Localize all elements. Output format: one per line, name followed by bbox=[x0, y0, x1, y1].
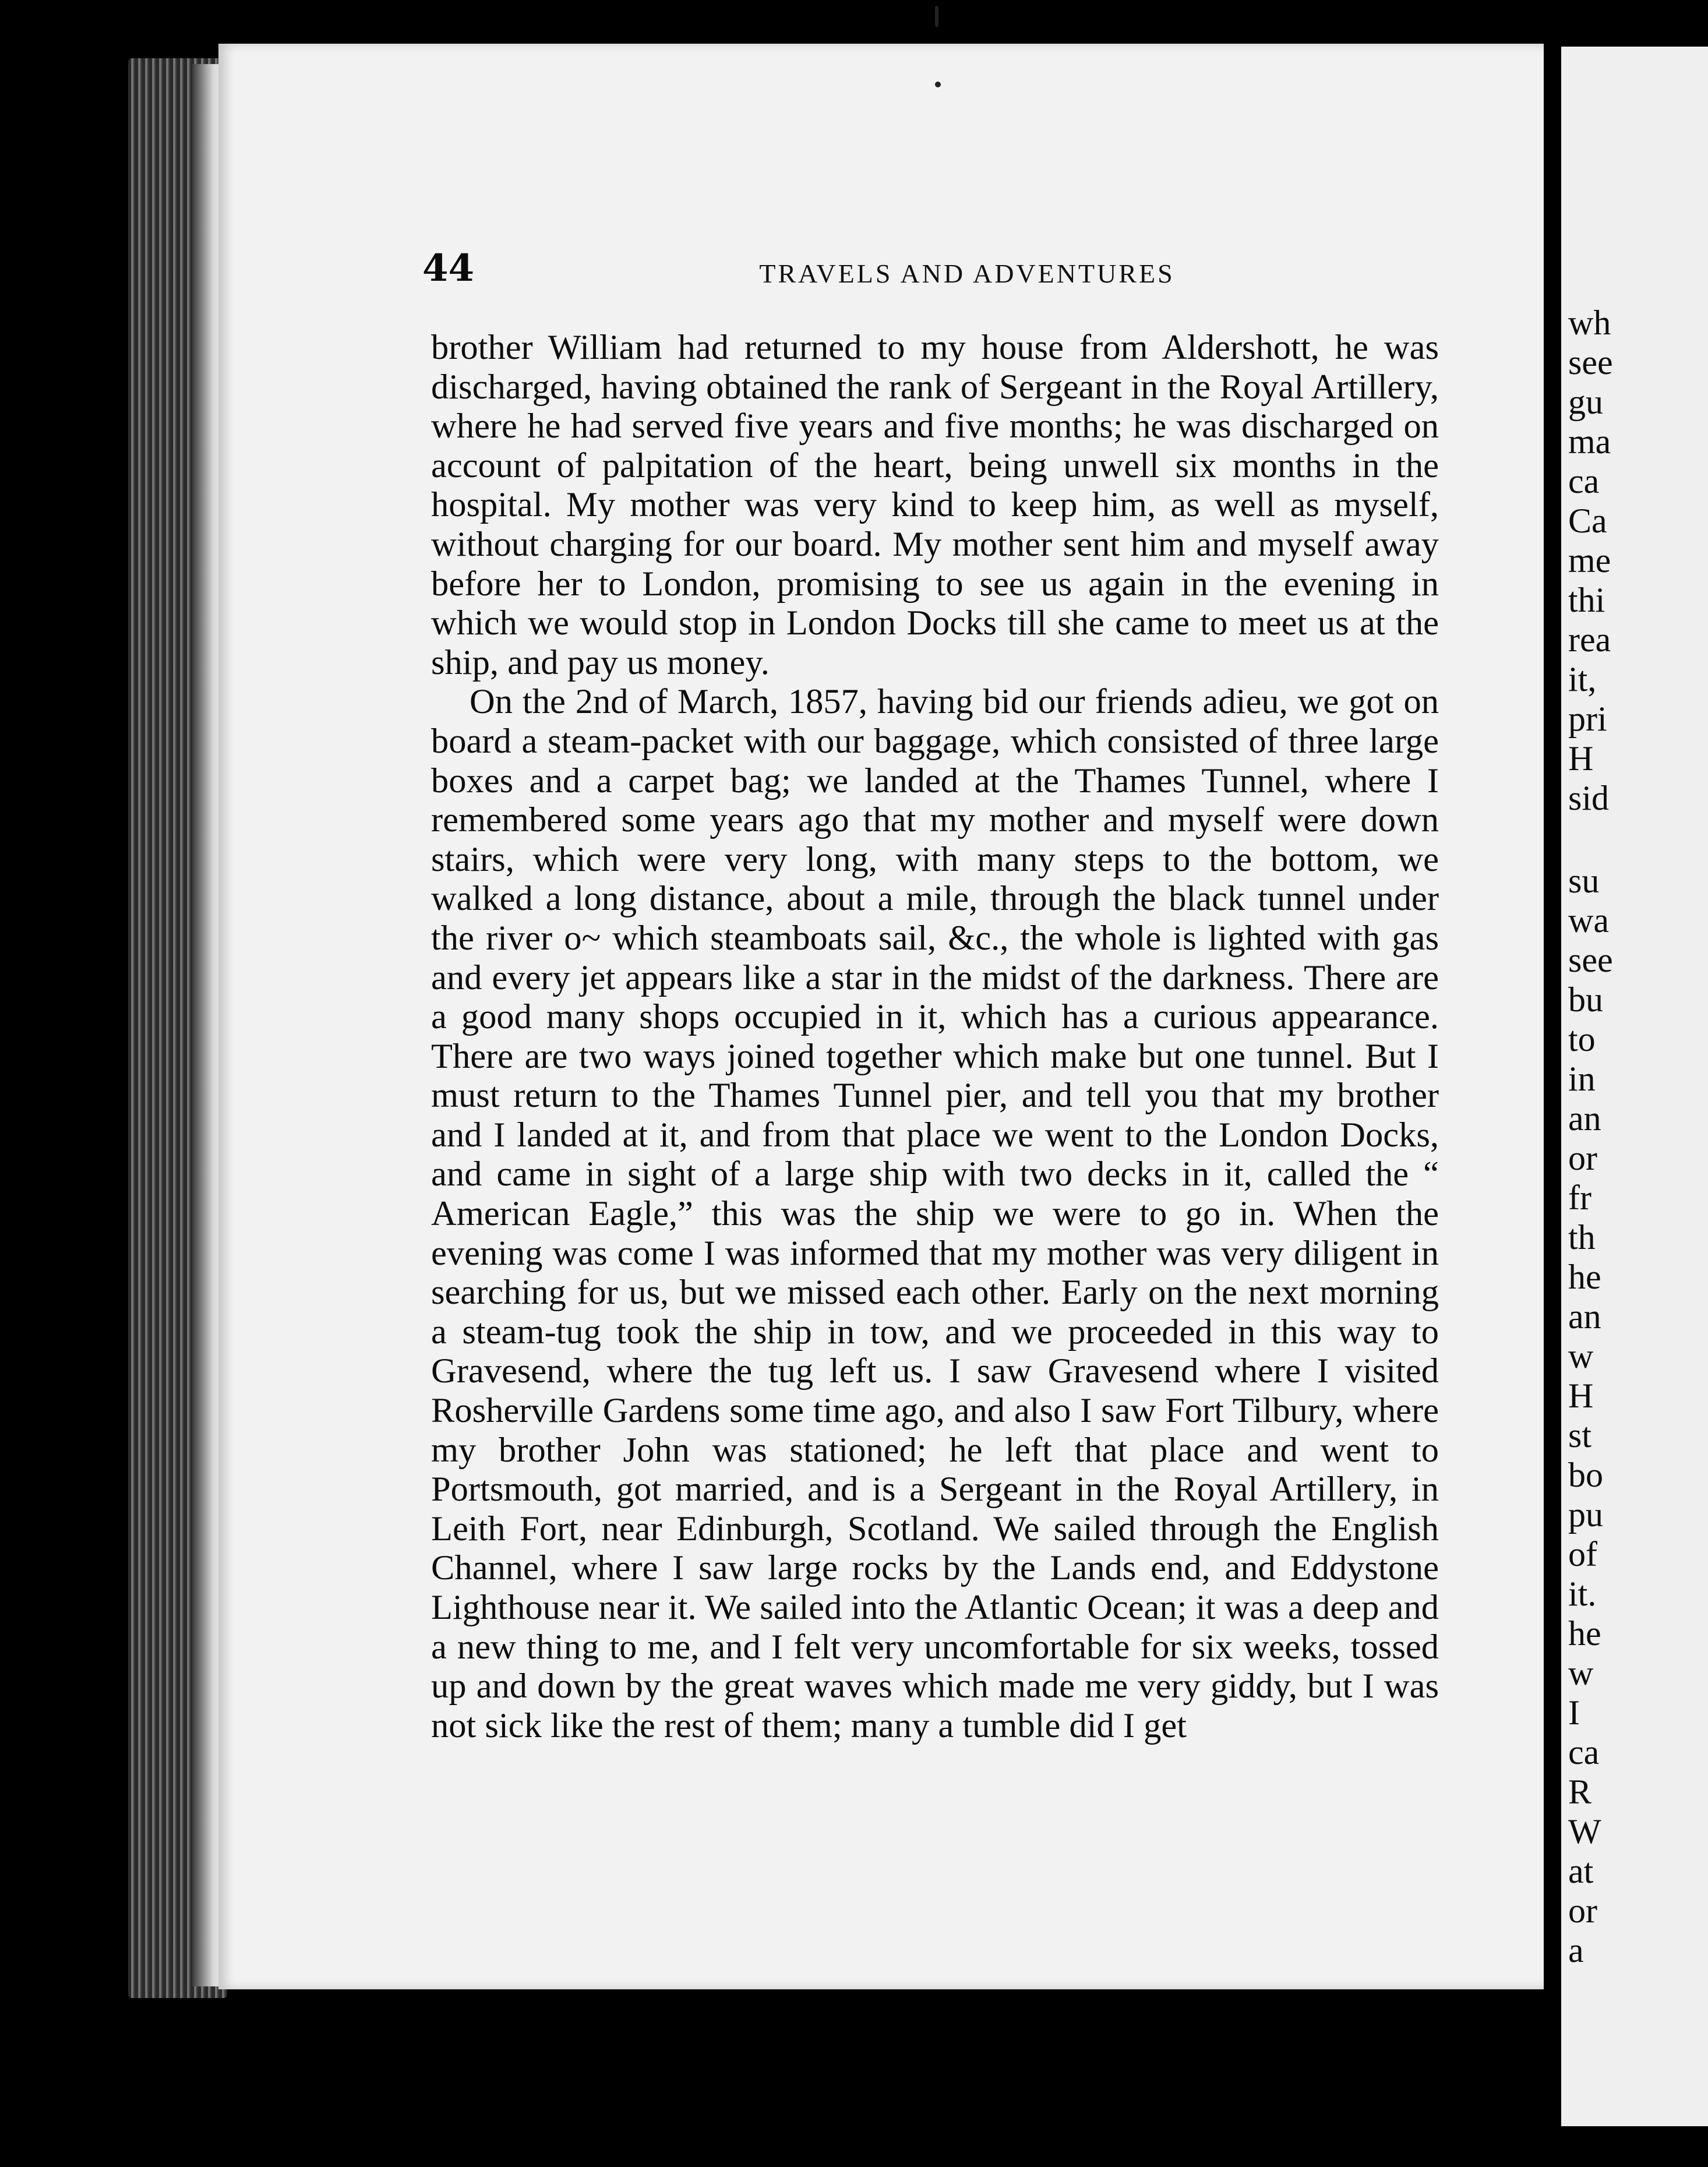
adjacent-page-fragment: su bbox=[1568, 862, 1600, 900]
adjacent-page-fragment: st bbox=[1568, 1416, 1592, 1455]
adjacent-page-fragment: ca bbox=[1568, 462, 1600, 500]
page-body-text bbox=[431, 328, 1439, 2017]
adjacent-page-fragment: fr bbox=[1568, 1178, 1591, 1217]
adjacent-page-fragment: wa bbox=[1568, 901, 1609, 940]
adjacent-page-fragment: or bbox=[1568, 1139, 1597, 1177]
running-head: TRAVELS AND ADVENTURES bbox=[759, 259, 1175, 288]
adjacent-page-fragment: see bbox=[1568, 343, 1613, 382]
adjacent-page-fragment: a bbox=[1568, 1931, 1584, 1970]
ink-speck bbox=[935, 82, 941, 87]
adjacent-page-fragment: th bbox=[1568, 1218, 1596, 1257]
adjacent-page-fragment: or bbox=[1568, 1891, 1597, 1930]
adjacent-page-fragment: Ca bbox=[1568, 502, 1607, 540]
adjacent-page-fragment: an bbox=[1568, 1099, 1601, 1138]
adjacent-page bbox=[1561, 47, 1708, 2126]
adjacent-page-fragment: an bbox=[1568, 1297, 1601, 1336]
adjacent-page-fragment: sid bbox=[1568, 779, 1610, 817]
page-number: 44 bbox=[422, 246, 475, 290]
adjacent-page-fragment: ca bbox=[1568, 1733, 1600, 1771]
adjacent-page-fragment: W bbox=[1568, 1812, 1601, 1851]
adjacent-page-fragment: thi bbox=[1568, 581, 1605, 619]
ink-speck bbox=[935, 6, 938, 27]
adjacent-page-fragment: H bbox=[1568, 739, 1594, 778]
adjacent-page-fragment: pri bbox=[1568, 700, 1607, 738]
adjacent-page-fragment: he bbox=[1568, 1614, 1601, 1653]
adjacent-page-fragment: of bbox=[1568, 1535, 1597, 1573]
page-divider bbox=[1544, 35, 1554, 2004]
adjacent-page-fragment: it, bbox=[1568, 660, 1597, 698]
adjacent-page-fragment: me bbox=[1568, 541, 1611, 580]
book-page bbox=[218, 44, 1544, 1989]
adjacent-page-fragment: he bbox=[1568, 1258, 1601, 1296]
adjacent-page-fragment: ma bbox=[1568, 422, 1611, 461]
adjacent-page-fragment: see bbox=[1568, 941, 1613, 979]
adjacent-page-fragment: H bbox=[1568, 1377, 1594, 1415]
adjacent-page-fragment: R bbox=[1568, 1773, 1592, 1811]
adjacent-page-fragment: w bbox=[1568, 1654, 1594, 1692]
adjacent-page-fragment: at bbox=[1568, 1852, 1594, 1890]
adjacent-page-fragment: w bbox=[1568, 1337, 1594, 1375]
adjacent-page-fragment: I bbox=[1568, 1693, 1580, 1732]
page-header bbox=[422, 218, 1384, 312]
adjacent-page-fragment: in bbox=[1568, 1060, 1596, 1098]
adjacent-page-fragment: it. bbox=[1568, 1575, 1597, 1613]
adjacent-page-fragment: pu bbox=[1568, 1495, 1603, 1534]
adjacent-page-fragment: gu bbox=[1568, 383, 1603, 421]
adjacent-page-fragment: bu bbox=[1568, 980, 1603, 1019]
paragraph: On the 2nd of March, 1857, having bid our friends adieu, we got on board a steam-packet with our baggage, which consisted of three large boxes and a carpet bag; we landed at the Thames Tunnel, where I remembered some years ago that my mother and myself were down stairs, which were very long, with many steps to the bottom, we walked a long distance, about a mile, through the black tunnel under the river o~ which steamboats sail, &c., the whole is lighted with gas and every jet appears like a star in the midst of the darkness. There are a good many shops occupied in it, which has a curious appearance. There are two ways joined together which make but one tunnel. But I must return to the Thames Tunnel pier, and tell you that my brother and I landed at it, and from that place we went to the London Docks, and came in sight of a large ship with two decks in it, called the “ American Eagle,” this was the ship we were to go in. When the evening was come I was informed that my mother was very diligent in searching for us, but we missed each other. Early on the next morning a steam-tug took the ship in tow, and we proceeded in this way to Gravesend, where the tug left us. I saw Gravesend where I visited Rosherville Gardens some time ago, and also I saw Fort Tilbury, where my brother John was stationed; he left that place and went to Portsmouth, got married, and is a Sergeant in the Royal Artillery, in Leith Fort, near Edinburgh, Scotland. We sailed through the English Channel, where I saw large rocks by the Lands end, and Eddystone Lighthouse near it. We sailed into the Atlantic Ocean; it was a deep and a new thing to me, and I felt very uncomfortable for six weeks, tossed up and down by the great waves which made me very giddy, but I was not sick like the rest of them; many a tumble did I get bbox=[431, 682, 1439, 1745]
adjacent-page-fragment: bo bbox=[1568, 1456, 1603, 1494]
adjacent-page-fragment: wh bbox=[1568, 303, 1611, 342]
adjacent-page-fragment: to bbox=[1568, 1020, 1596, 1058]
paragraph: brother William had returned to my house from Aldershott, he was discharged, having obtained the rank of Sergeant in the Royal Artillery, where he had served five years and five months; he was discharged on account of palpitation of the heart, being unwell six months in the hospital. My mother was very kind to keep him, as well as myself, without charging for our board. My mother sent him and myself away before her to London, promising to see us again in the evening in which we would stop in London Docks till she came to meet us at the ship, and pay us money. bbox=[431, 328, 1439, 682]
adjacent-page-fragment: rea bbox=[1568, 620, 1611, 659]
